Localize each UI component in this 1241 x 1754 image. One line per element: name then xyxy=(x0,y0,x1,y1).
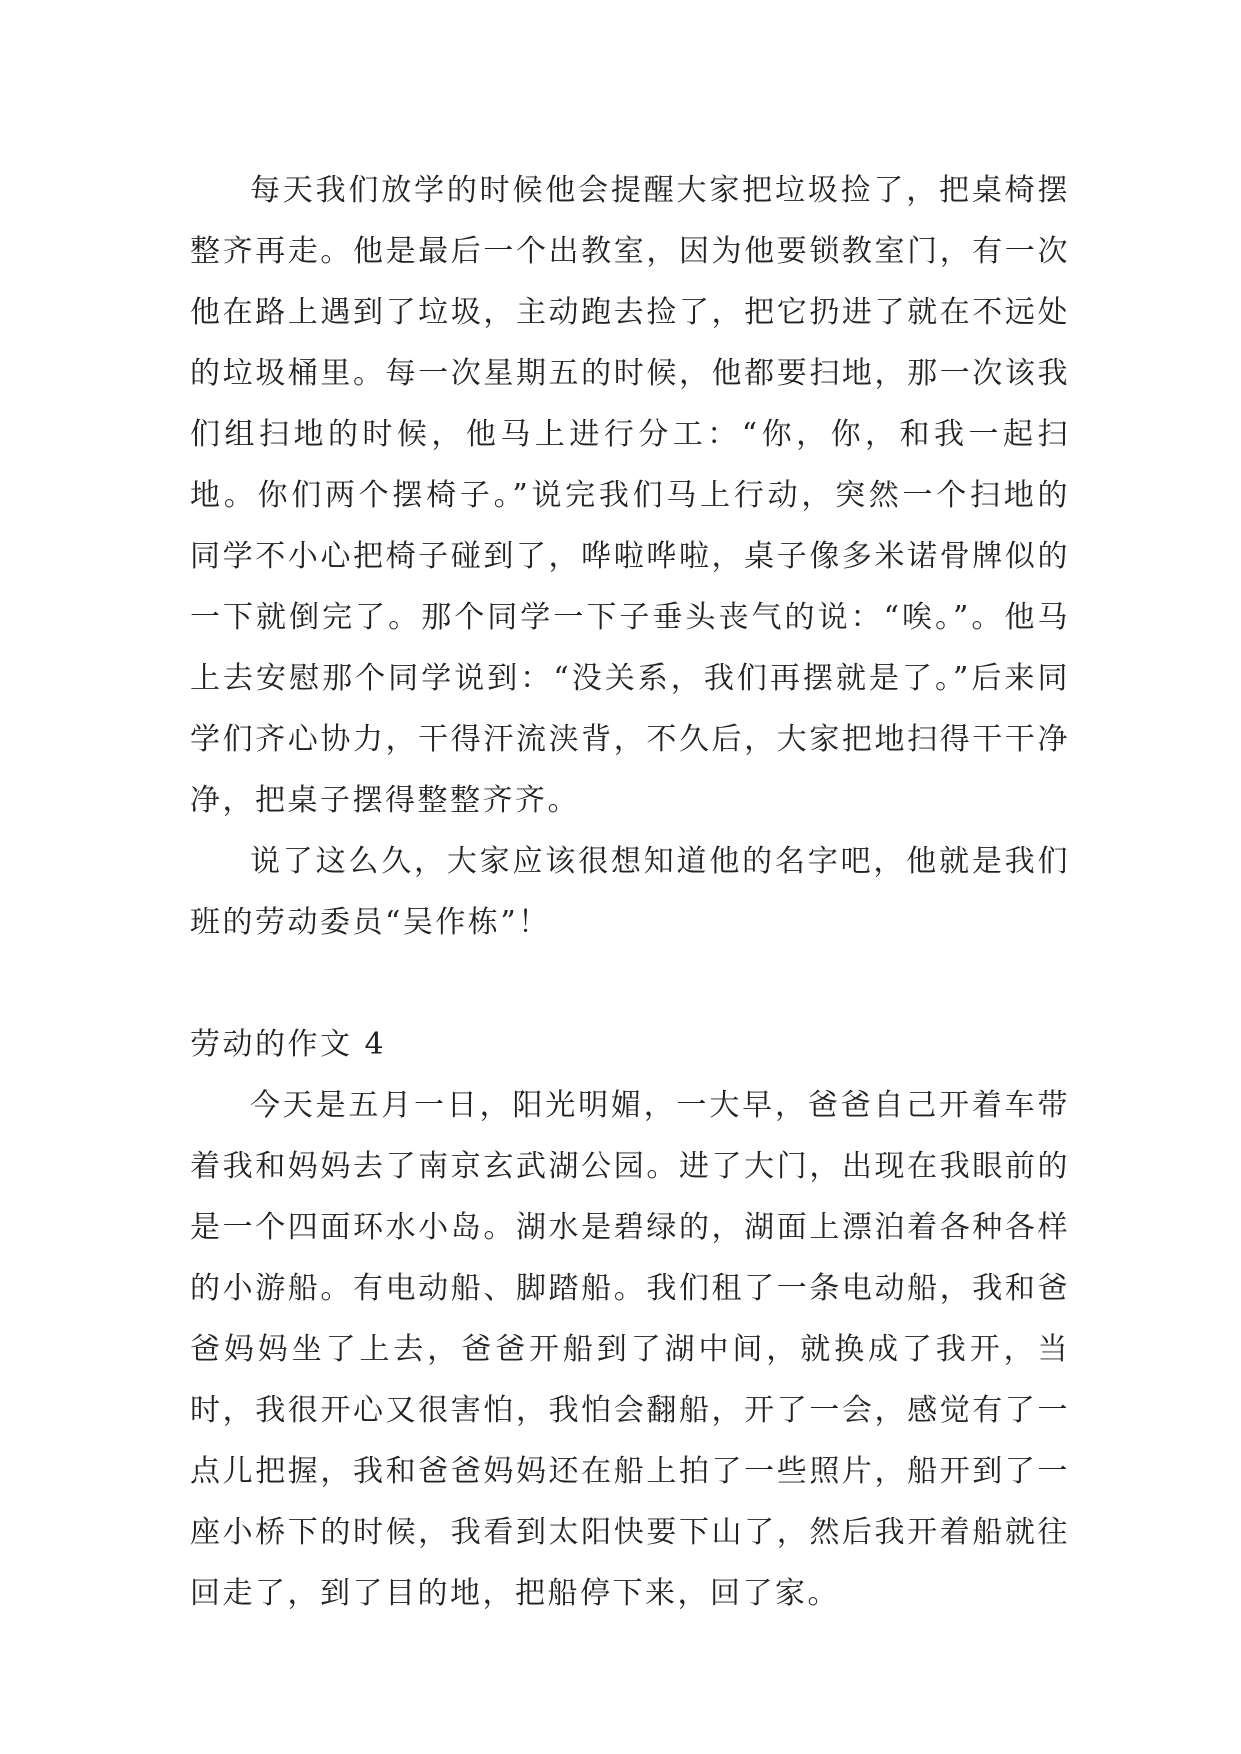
document-body xyxy=(190,160,1070,1624)
paragraph-xuanwu-lake-trip: 今天是五月一日，阳光明媚，一大早，爸爸自己开着车带着我和妈妈去了南京玄武湖公园。进了大门，出现在我眼前的是一个四面环水小岛。湖水是碧绿的，湖面上漂泊着各种各样的小游船。有电动船、脚踏船。我们租了一条电动船，我和爸爸妈妈坐了上去，爸爸开船到了湖中间，就换成了我开，当时，我很开心又很害怕，我怕会翻船，开了一会，感觉有了一点儿把握，我和爸爸妈妈还在船上拍了一些照片，船开到了一座小桥下的时候，我看到太阳快要下山了，然后我开着船就往回走了，到了目的地，把船停下来，回了家。 xyxy=(190,1088,1070,1611)
paragraph-labor-monitor-name: 说了这么久，大家应该很想知道他的名字吧，他就是我们班的劳动委员“吴作栋”！ xyxy=(190,844,1070,940)
paragraph-cleaning-story: 每天我们放学的时候他会提醒大家把垃圾捡了，把桌椅摆整齐再走。他是最后一个出教室，因为他要锁教室门，有一次他在路上遇到了垃圾，主动跑去捡了，把它扔进了就在不远处的垃圾桶里。每一次星期五的时候，他都要扫地，那一次该我们组扫地的时候，他马上进行分工：“你，你，和我一起扫地。你们两个摆椅子。”说完我们马上行动，突然一个扫地的同学不小心把椅子碰到了，哗啦哗啦，桌子像多米诺骨牌似的一下就倒完了。那个同学一下子垂头丧气的说：“唉。”。他马上去安慰那个同学说到：“没关系，我们再摆就是了。”后来同学们齐心协力，干得汗流浃背，不久后，大家把地扫得干干净净，把桌子摆得整整齐齐。 xyxy=(190,173,1070,818)
section-heading: 劳动的作文 4 xyxy=(190,1027,387,1062)
